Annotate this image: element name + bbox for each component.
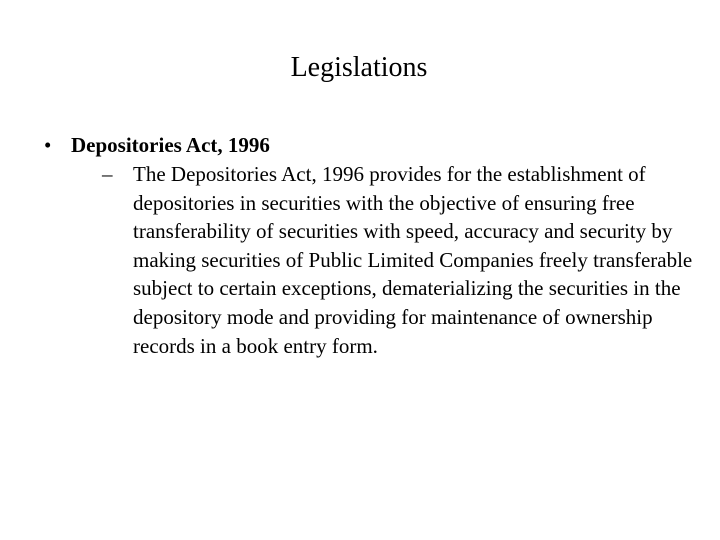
bullet-heading: Depositories Act, 1996 [71,133,270,157]
sub-bullet-list [71,160,694,360]
bullet-item [44,131,694,360]
sub-bullet-text: The Depositories Act, 1996 provides for the establishment of depositories in securities with the objective of ensuring free transferability of securities with speed, accuracy and security by making securities of Public Limited Companies freely transferable subject to certain exceptions, dematerializing the securities in the depository mode and providing for maintenance of ownership records in a book entry form. [133,162,693,358]
dash-marker: – [102,162,113,186]
bullet-marker: • [44,133,52,157]
bullet-list [44,131,694,360]
sub-bullet-item [102,160,694,360]
slide-title: Legislations [290,52,428,83]
